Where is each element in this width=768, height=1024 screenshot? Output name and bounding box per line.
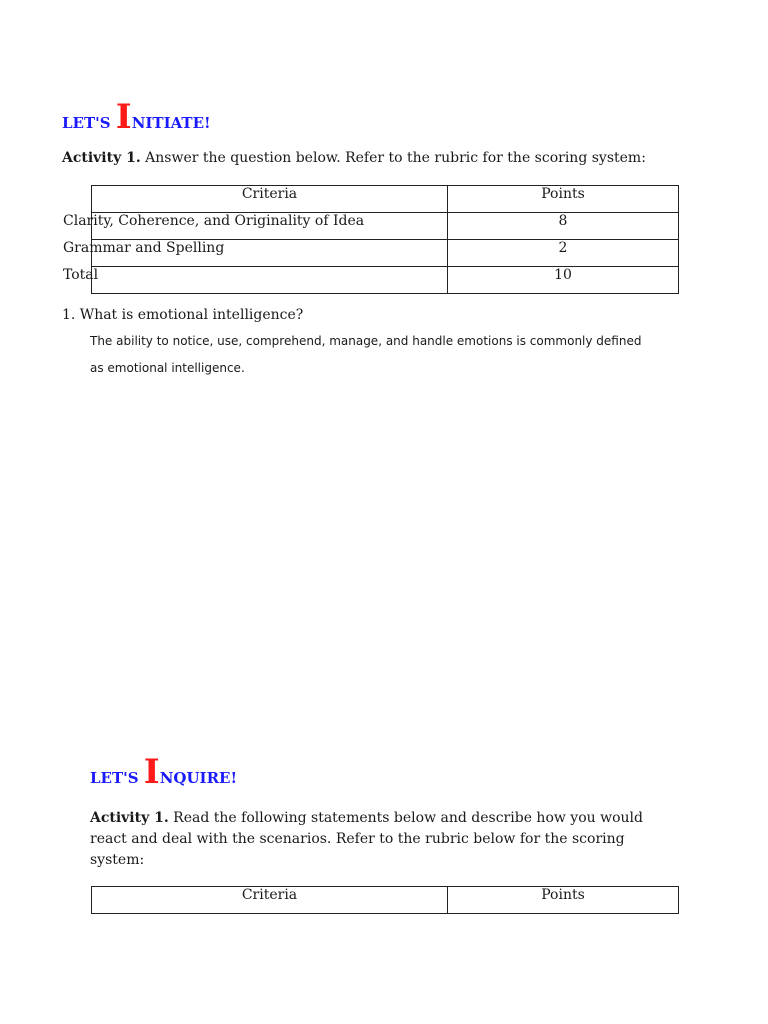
points-cell: 10 xyxy=(448,267,679,294)
activity-text: Answer the question below. Refer to the rubric for the scoring system: xyxy=(140,150,646,166)
section-inquire-heading xyxy=(90,752,238,792)
criteria-text: Grammar and Spelling xyxy=(63,240,225,256)
heading-prefix: LET'S xyxy=(62,114,116,132)
heading-drop-cap: I xyxy=(143,752,160,792)
heading-drop-cap: I xyxy=(115,97,132,137)
table-row xyxy=(92,267,679,294)
activity-1-instructions xyxy=(62,148,702,169)
criteria-text: Clarity, Coherence, and Originality of Idea xyxy=(63,213,365,229)
table-header-row xyxy=(92,887,679,914)
table-row xyxy=(92,240,679,267)
criteria-cell xyxy=(63,213,448,240)
activity-text: Read the following statements below and describe how you would react and deal with the scenarios. Refer to the rubric below for the scoring system: xyxy=(90,810,643,868)
heading-rest: NITIATE! xyxy=(131,114,211,132)
heading-prefix: LET'S xyxy=(90,769,144,787)
section-initiate-heading xyxy=(62,97,211,137)
points-cell: 2 xyxy=(448,240,679,267)
criteria-header: Criteria xyxy=(92,186,448,213)
criteria-header: Criteria xyxy=(92,887,448,914)
rubric-table-2 xyxy=(91,886,679,914)
table-row xyxy=(92,213,679,240)
rubric-table-1 xyxy=(63,185,679,294)
points-header: Points xyxy=(448,186,679,213)
criteria-cell xyxy=(63,240,448,267)
criteria-cell xyxy=(63,267,448,294)
activity-label: Activity 1. xyxy=(90,810,169,826)
heading-rest: NQUIRE! xyxy=(159,769,238,787)
table-header-row xyxy=(92,186,679,213)
criteria-text: Total xyxy=(63,267,99,283)
activity-label: Activity 1. xyxy=(62,150,141,166)
answer-text: The ability to notice, use, comprehend, manage, and handle emotions is commonly defined as emotional intelligence. xyxy=(90,334,642,375)
points-cell: 8 xyxy=(448,213,679,240)
points-header: Points xyxy=(448,887,679,914)
question-1: 1. What is emotional intelligence? xyxy=(62,307,304,323)
activity-1-instructions xyxy=(90,808,680,871)
